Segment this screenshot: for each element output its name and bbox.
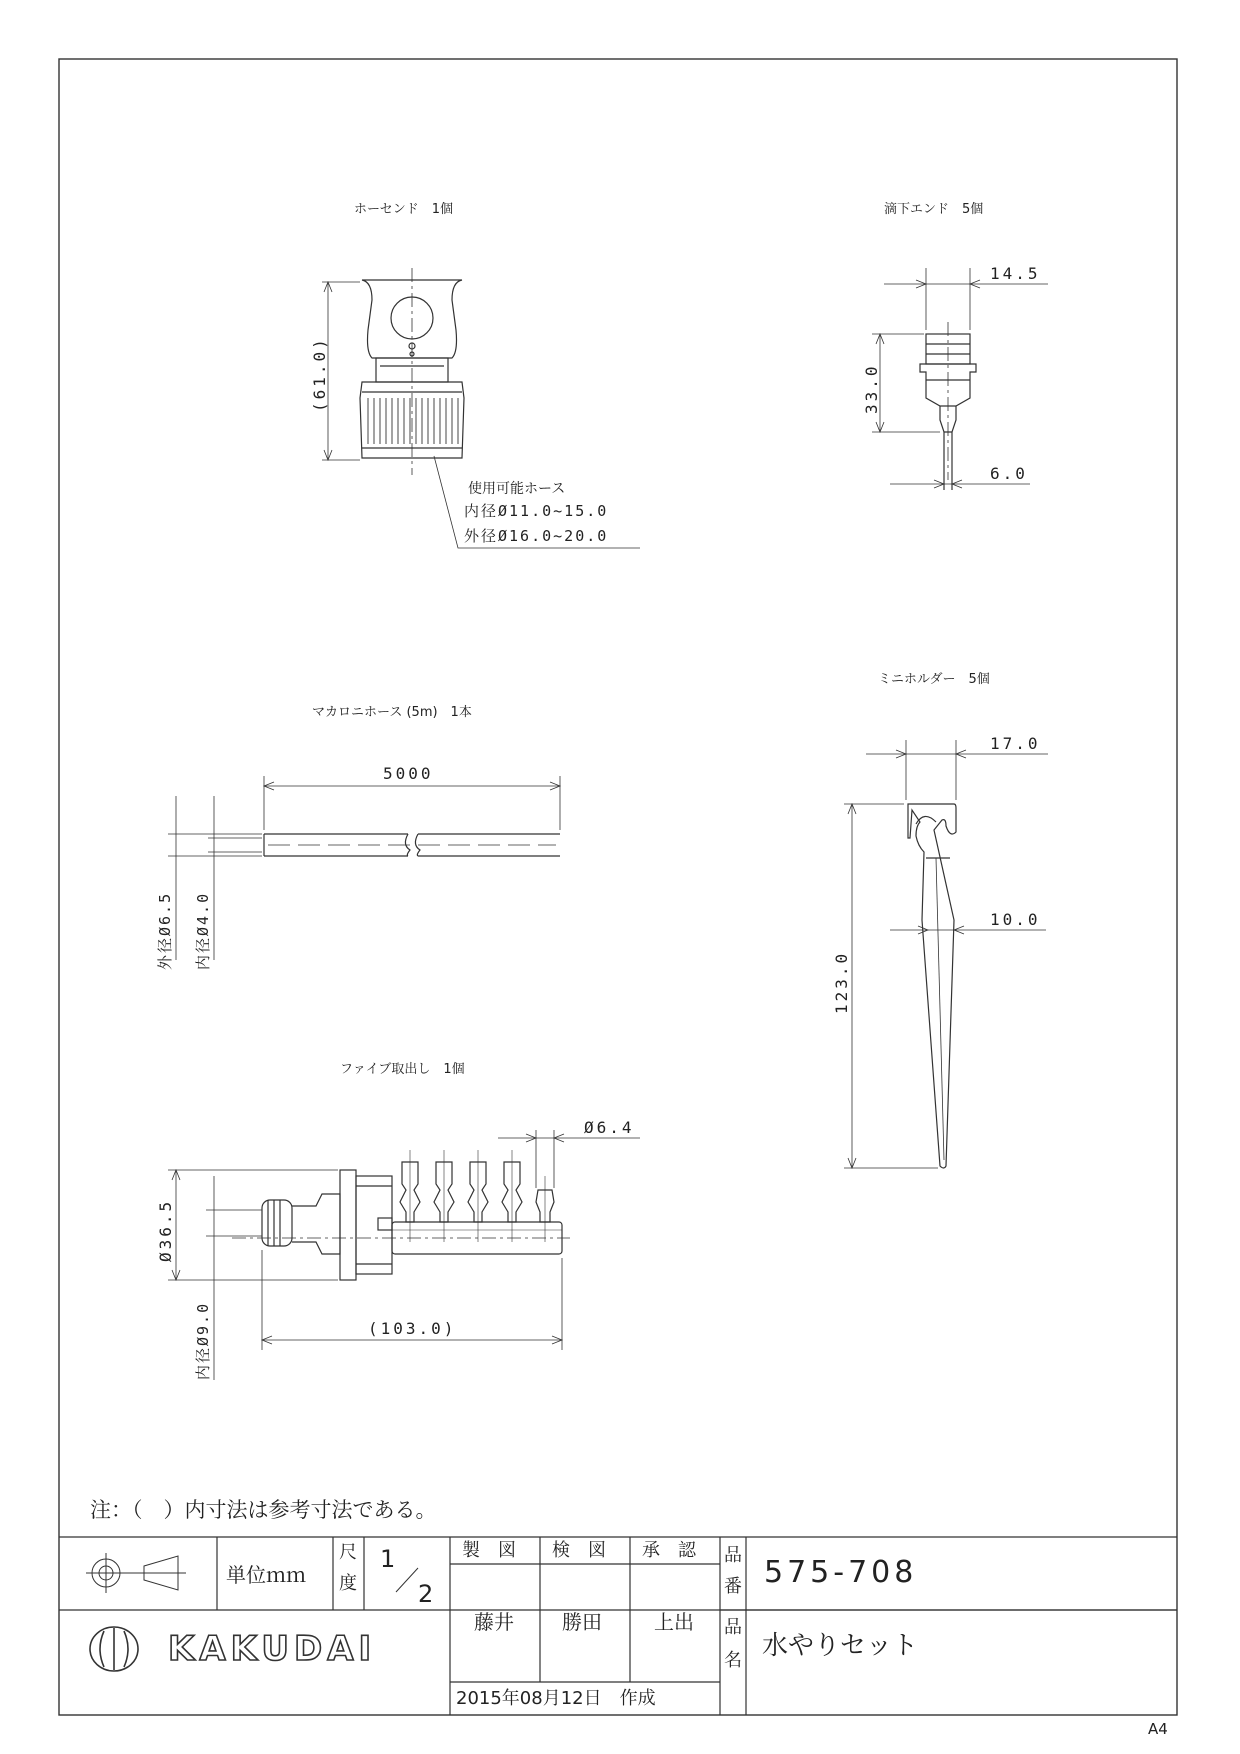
drip-end-title: 滴下エンド 5個 [884, 202, 984, 217]
drip-end-width-dim: 14.5 [990, 264, 1041, 283]
kakudai-logo-icon [90, 1627, 138, 1671]
scale-label-bottom: 度 [339, 1573, 357, 1594]
mini-holder-title: ミニホルダー 5個 [878, 672, 990, 687]
five-outlet-nozzle-dim: Ø6.4 [584, 1118, 635, 1137]
macaroni-hose-title: マカロニホース (5m) 1本 [312, 705, 472, 720]
macaroni-hose-outer-dim: 外径Ø6.5 [156, 891, 174, 970]
mini-holder-drawing [844, 740, 1048, 1168]
hose-end-callout-line-1: 使用可能ホース [468, 481, 566, 497]
part-no-label-bottom: 番 [724, 1576, 742, 1597]
unit-label: 単位ｍｍ [226, 1563, 306, 1587]
company-name: KAKUDAI [168, 1629, 377, 1669]
hose-end-callout-line-2: 内径Ø11.0~15.0 [464, 502, 609, 520]
paper-size: A4 [1148, 1720, 1168, 1738]
mini-holder-width-dim: 17.0 [990, 734, 1041, 753]
projection-symbol-icon [86, 1553, 186, 1593]
approved-by: 上出 [654, 1610, 694, 1634]
drawing-date: 2015年08月12日 作成 [456, 1688, 656, 1709]
part-no-label-top: 品 [724, 1545, 742, 1566]
mini-holder-height-dim: 123.0 [832, 950, 851, 1014]
hose-end-callout-line-3: 外径Ø16.0~20.0 [464, 527, 609, 545]
mini-holder-mid-dim: 10.0 [990, 910, 1041, 929]
five-outlet-inner-dim: 内径Ø9.0 [194, 1301, 212, 1380]
approved-label: 承 認 [642, 1540, 696, 1561]
checked-by: 勝田 [562, 1610, 602, 1634]
five-outlet-title: ファイブ取出し 1個 [340, 1062, 465, 1077]
scale-numerator: 1 [380, 1545, 396, 1573]
drip-end-drawing [872, 264, 1048, 490]
drawn-label: 製 図 [462, 1540, 516, 1561]
part-number: 575-708 [764, 1555, 918, 1590]
five-outlet-length-dim: (103.0) [368, 1319, 457, 1338]
macaroni-hose-drawing [168, 776, 560, 960]
reference-dimension-note: 注：（ ）内寸法は参考寸法である。 [90, 1498, 437, 1522]
checked-label: 検 図 [552, 1540, 606, 1561]
name-label-bottom: 名 [724, 1650, 742, 1671]
product-name: 水やりセット [762, 1631, 919, 1661]
hose-end-title: ホーセンド 1個 [354, 202, 454, 217]
macaroni-hose-inner-dim: 内径Ø4.0 [194, 891, 212, 970]
name-label-top: 品 [724, 1617, 742, 1638]
five-outlet-drawing [168, 1130, 640, 1380]
macaroni-hose-length-dim: 5000 [383, 764, 434, 783]
hose-end-height-dim: (61.0) [310, 336, 329, 412]
drip-end-height-dim: 33.0 [862, 363, 881, 414]
drip-end-tip-dim: 6.0 [990, 464, 1028, 483]
five-outlet-dia-dim: Ø36.5 [156, 1198, 175, 1262]
scale-label-top: 尺 [339, 1542, 357, 1563]
drawn-by: 藤井 [474, 1610, 514, 1634]
scale-denominator: 2 [418, 1580, 434, 1608]
